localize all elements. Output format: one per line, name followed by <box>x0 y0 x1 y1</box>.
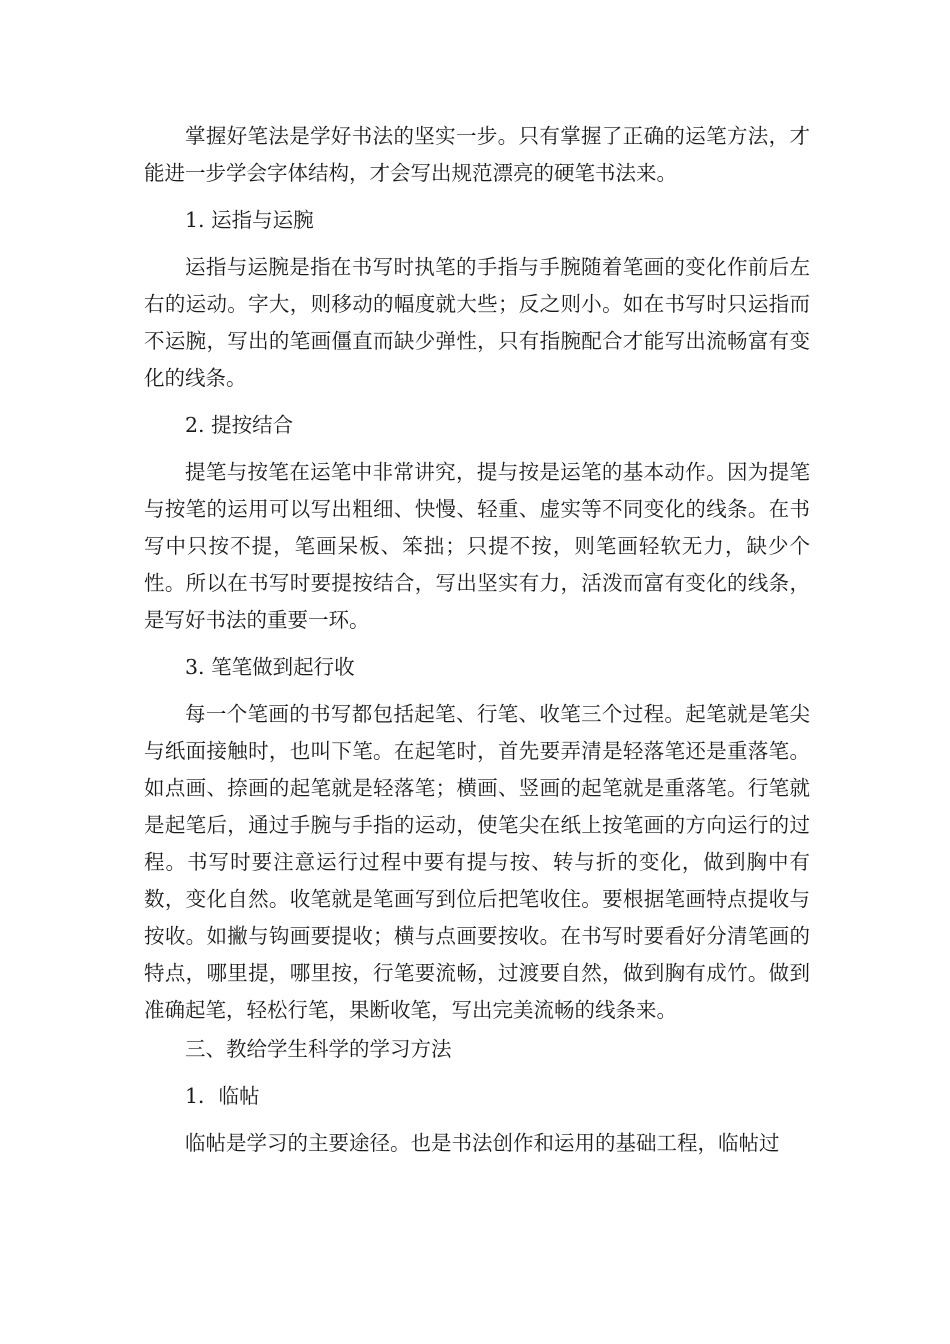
paragraph-finger-wrist: 运指与运腕是指在书写时执笔的手指与手腕随着笔画的变化作前后左右的运动。字大，则移动的幅度就大些；反之则小。如在书写时只运指而不运腕，写出的笔画僵直而缺少弹性，只有指腕配合才能写出流畅富有变化的线条。 <box>144 255 810 390</box>
paragraph-start-move-end: 每一个笔画的书写都包括起笔、行笔、收笔三个过程。起笔就是笔尖与纸面接触时，也叫下笔。在起笔时，首先要弄清是轻落笔还是重落笔。如点画、捺画的起笔就是轻落笔；横画、竖画的起笔就是重落笔。行笔就是起笔后，通过手腕与手指的运动，使笔尖在纸上按笔画的方向运行的过程。书写时要注意运行过程中要有提与按、转与折的变化，做到胸中有数，变化自然。收笔就是笔画写到位后把笔收住。要根据笔画特点提收与按收。如撇与钩画要提收；横与点画要按收。在书写时要看好分清笔画的特点，哪里提，哪里按，行笔要流畅，过渡要自然，做到胸有成竹。做到准确起笔，轻松行笔，果断收笔，写出完美流畅的线条来。 <box>144 702 810 1022</box>
heading-lift-press: 2. 提按结合 <box>185 413 294 437</box>
paragraph-intro: 掌握好笔法是学好书法的坚实一步。只有掌握了正确的运笔方法，才能进一步学会字体结构，才会写出规范漂亮的硬笔书法来。 <box>144 124 810 185</box>
heading-copying: 1．临帖 <box>185 1084 260 1108</box>
heading-finger-wrist: 1. 运指与运腕 <box>185 208 314 232</box>
heading-learning-methods: 三、教给学生科学的学习方法 <box>185 1037 452 1061</box>
paragraph-lift-press: 提笔与按笔在运笔中非常讲究，提与按是运笔的基本动作。因为提笔与按笔的运用可以写出粗细、快慢、轻重、虚实等不同变化的线条。在书写中只按不提，笔画呆板、笨拙；只提不按，则笔画轻软无力，缺少个性。所以在书写时要提按结合，写出坚实有力，活泼而富有变化的线条，是写好书法的重要一环。 <box>144 460 810 632</box>
paragraph-copying: 临帖是学习的主要途径。也是书法创作和运用的基础工程，临帖过 <box>185 1131 780 1155</box>
heading-start-move-end: 3. 笔笔做到起行收 <box>185 655 355 679</box>
document-body <box>144 118 810 1162</box>
